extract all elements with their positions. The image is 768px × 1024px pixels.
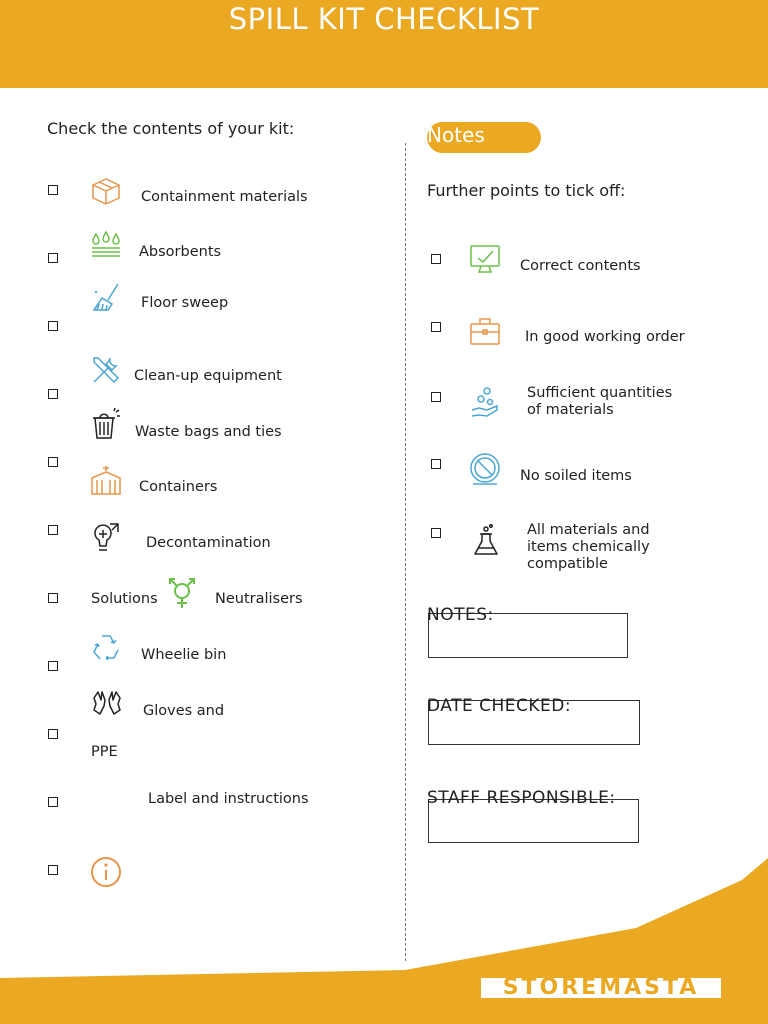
gloves-icon <box>90 688 124 720</box>
item-working-order-label: In good working order <box>525 329 685 345</box>
item-correct-contents-label: Correct contents <box>520 258 641 274</box>
item-containment-label: Containment materials <box>141 189 308 205</box>
checkbox-quantities[interactable] <box>431 392 441 402</box>
item-waste-bags-label: Waste bags and ties <box>135 424 282 440</box>
item-ppe-label: PPE <box>91 744 118 760</box>
item-compatible-label-2: items chemically <box>527 539 650 555</box>
decontamination-icon <box>90 522 120 554</box>
checkbox-gloves[interactable] <box>48 729 58 739</box>
notes-tag <box>427 122 541 153</box>
checkbox-decontamination[interactable] <box>48 593 58 603</box>
checkbox-absorbents[interactable] <box>48 253 58 263</box>
container-icon <box>90 466 122 496</box>
checkbox-compatible[interactable] <box>431 528 441 538</box>
trash-bin-icon <box>90 408 122 440</box>
checkbox-containers[interactable] <box>48 525 58 535</box>
checkbox-floor-sweep[interactable] <box>48 321 58 331</box>
date-checked-label: DATE CHECKED: <box>427 696 572 716</box>
item-quantities-label-2: of materials <box>527 402 614 418</box>
box-icon <box>90 176 122 206</box>
item-compatible-label-3: compatible <box>527 556 608 572</box>
checkbox-no-soiled[interactable] <box>431 459 441 469</box>
notes-field-label: NOTES: <box>427 605 494 625</box>
item-quantities-label: Sufficient quantities <box>527 385 673 401</box>
checkbox-containment[interactable] <box>48 185 58 195</box>
gender-symbol-icon <box>166 576 198 610</box>
page-title: SPILL KIT CHECKLIST <box>228 2 540 36</box>
item-floor-sweep-label: Floor sweep <box>141 295 229 311</box>
checkbox-label[interactable] <box>48 797 58 807</box>
briefcase-icon <box>469 316 501 346</box>
flask-icon <box>471 524 501 558</box>
broom-icon <box>90 282 122 312</box>
checkbox-correct-contents[interactable] <box>431 254 441 264</box>
header-bar <box>0 0 768 88</box>
absorbent-drops-icon <box>90 230 122 260</box>
notes-tag-label: Notes <box>427 123 485 147</box>
item-label-instructions-label: Label and instructions <box>148 791 309 807</box>
left-heading: Check the contents of your kit: <box>47 119 295 138</box>
checkbox-cleanup[interactable] <box>48 389 58 399</box>
item-wheelie-bin-label: Wheelie bin <box>141 647 227 663</box>
item-decontamination-label: Decontamination <box>146 535 271 551</box>
brand-logo <box>481 975 721 1000</box>
brand-logo-text: STOREMASTA <box>502 975 700 1000</box>
no-soiled-icon <box>469 452 501 486</box>
item-cleanup-label: Clean-up equipment <box>134 368 282 384</box>
item-gloves-label: Gloves and <box>143 703 225 719</box>
column-divider <box>405 143 406 961</box>
item-compatible-label: All materials and <box>527 522 650 538</box>
item-solutions-label: Solutions <box>91 591 158 607</box>
checkbox-working-order[interactable] <box>431 322 441 332</box>
hand-bubbles-icon <box>469 386 501 420</box>
item-absorbents-label: Absorbents <box>139 244 222 260</box>
item-no-soiled-label: No soiled items <box>520 468 632 484</box>
staff-responsible-label: STAFF RESPONSIBLE: <box>427 788 616 808</box>
recycle-icon <box>90 632 122 664</box>
item-neutralisers-label: Neutralisers <box>215 591 303 607</box>
monitor-check-icon <box>469 244 501 274</box>
right-heading: Further points to tick off: <box>427 181 626 200</box>
checkbox-waste-bags[interactable] <box>48 457 58 467</box>
checkbox-wheelie-bin[interactable] <box>48 661 58 671</box>
item-containers-label: Containers <box>139 479 218 495</box>
tools-icon <box>90 354 122 386</box>
